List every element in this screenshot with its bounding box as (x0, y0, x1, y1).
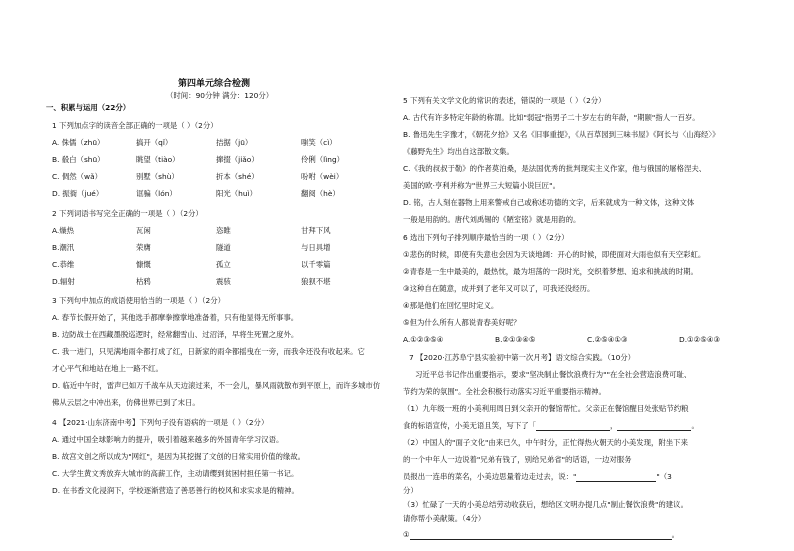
q2-option: 枯鸦 (136, 277, 151, 286)
question-5-line: C.《我的叔叔于勒》的作者莫泊桑，是法国优秀的批判现实主义作家，他与俄国的屠格涅夫、 (403, 164, 707, 173)
question-5-line: 一般是用韵的。唐代刘禹锡的《陋室铭》就是用韵的。 (403, 215, 581, 224)
q1-option: 撺掇（jiǎo） (216, 155, 259, 164)
question-3-line: C. 我一进门，只见满地雨伞都打成了红，日新家的雨伞都摇曳在一旁，而我伞还没有收起来。它 (52, 347, 365, 356)
q2-option: A.燥热 (52, 226, 75, 235)
question-7-line: 分） (403, 486, 418, 495)
question-4-line: D. 在书香文化浸润下，学校逐渐营造了善恶善行的校风和求实求是的精神。 (52, 486, 299, 495)
q1-option: 别墅（shù） (136, 172, 179, 181)
question-5-line: 美国的欧·亨利并称为"世界三大短篇小说巨匠"。 (403, 181, 560, 190)
question-7-line: 请你帮小美献策。（4分） (403, 514, 486, 523)
q6-option: C.②⑤④①③ (587, 335, 628, 344)
q2-option: 震骇 (216, 277, 231, 286)
q2-option: 隧道 (216, 243, 231, 252)
question-6-line: ④那是他们在回忆里时定义。 (403, 301, 499, 310)
q1-option: 诓骗（lón） (136, 189, 177, 198)
question-7-line: （2）中国人的"面子文化"由来已久，中午时分，正忙得热火朝天的小美发现，附坐下来 (403, 438, 688, 447)
question-5-line: D. 铭，古人刻在器物上用来警戒自己或称述功德的文字，后来就成为一种文体，这种文体 (403, 198, 695, 207)
question-7-line: （1）九年级一班的小美利用周日到父亲开的餐馆帮忙。父亲正在餐馆醒目处张贴节约粮 (403, 404, 689, 413)
q2-option: 甘拜下风 (301, 226, 331, 235)
q2-option: 狼狈不堪 (301, 277, 331, 286)
question-7-line (403, 472, 672, 482)
exam-title: 第四单元综合检测 (178, 79, 251, 89)
question-7-line: （3）忙碌了一天的小美总结劳动收获后，想给区文明办提几点"制止餐饮浪费"的建议。 (403, 500, 688, 509)
q6-option: B.②①③④⑤ (495, 335, 536, 344)
q6-option: A.①②③⑤④ (403, 335, 444, 344)
question-3-line: A. 春节长假开始了，其他选手都摩拳擦掌地准备着，只有他显得无所事事。 (52, 313, 299, 322)
q2-option: 荣膺 (136, 243, 151, 252)
question-7-line: 7 【2020·江苏阜宁县实验初中第一次月考】语文综合实践。（10分） (409, 353, 636, 362)
question-6-line: ②青春是一生中最美的，最热忱，最为坦荡的一段时光，交织着梦想、追求和挑战的时期。 (403, 267, 698, 276)
q2-option: 孤立 (216, 260, 231, 269)
q2-option: C.恭维 (52, 260, 75, 269)
question-7-line-text: 员报出一连串的菜名，小美边思量着边走过去，说：" (403, 472, 577, 481)
q2-option: 瓦闲 (136, 226, 151, 235)
question-7-line: 节约为荣的氛围"。全社会积极行动落实习近平重要指示精神。 (403, 387, 606, 396)
question-7-line-text: 食的标语宣传，小美无语且笑，写下了「 (403, 421, 537, 430)
q1-option: 拮据（jū） (216, 138, 253, 147)
line-end: 。 (691, 421, 699, 430)
q1-option: 嗤笑（cì） (301, 138, 337, 147)
question-3-line: B. 边防战士在西藏墨脱巡逻时，经常翻雪山、过沼泽，早将生死置之度外。 (52, 330, 299, 339)
question-7-line: 习近平总书记作出重要指示，要求"坚决制止餐饮浪费行为""在全社会营造浪费可耻、 (415, 370, 692, 379)
answer-blank[interactable] (576, 473, 656, 482)
q2-option: D.辐射 (52, 277, 75, 286)
question-3-line: 佛从云层之中冲出来，仿佛世界已到了末日。 (52, 398, 200, 407)
q2-option: B.潮汛 (52, 243, 75, 252)
question-2-stem: 2 下列词语书写完全正确的一项是（ ）（2分） (52, 209, 203, 218)
exam-subtitle: （时间：90分钟 满分：120分） (166, 91, 274, 100)
question-7-line: 的一个中年人一边说着"兄弟有钱了，别给兄弟省"的话语，一边对服务 (403, 455, 632, 464)
question-5-line: 《藤野先生》均出自这部散文集。 (403, 147, 514, 156)
q2-option: 以千零篇 (301, 260, 331, 269)
q2-option: 慷慨 (136, 260, 151, 269)
question-6-line: ⑤但为什么所有人都说青春美好呢？ (403, 318, 521, 327)
q1-option: 折本（shé） (216, 172, 259, 181)
q1-option: A. 侏儒（zhū） (52, 138, 105, 147)
question-5-line: A. 古代有许多特定年龄的称谓。比如"弱冠"指男子二十岁左右的年龄，"期颐"指人一百岁。 (403, 113, 700, 122)
answer-blank[interactable] (536, 422, 610, 431)
q1-option: 阳光（huì） (216, 189, 257, 198)
question-7-line: 食的标语宣传，小美无语且笑，写下了「 ， 。 (403, 421, 699, 430)
q1-option: D. 振衙（jué） (52, 189, 104, 198)
question-5-line: B. 鲁迅先生字豫才，《朝花夕拾》又名《旧事重提》，《从百草园到三味书屋》《阿长与〈山海经〉》 (403, 130, 720, 139)
question-4-line: 4 【2021·山东济南中考】下列句子没有语病的一项是（ ）（2分） (52, 418, 269, 427)
q1-option: 翻阅（hè） (301, 189, 340, 198)
question-6-line: ③这种自在随意，成并到了老年又可以了，可我还没经历。 (403, 284, 595, 293)
q6-option: D.①②⑤④③ (679, 335, 721, 344)
answer-line (403, 530, 679, 540)
q1-option: 吩咐（wèi） (301, 172, 344, 181)
q1-option: C. 倜然（wǎ） (52, 172, 102, 181)
line-tail: "（3 (656, 472, 672, 481)
question-3-line: 3 下列句中加点的成语使用恰当的一项是（ ）（2分） (52, 296, 225, 305)
answer-blank[interactable] (410, 531, 672, 540)
q2-option: 恣睢 (216, 226, 231, 235)
q1-option: 眺望（tiào） (136, 155, 180, 164)
line-end: 。 (671, 530, 680, 539)
section-heading: 一、积累与运用（22分） (46, 103, 131, 112)
question-5-line: 5 下列有关文学文化的常识的表述，错误的一项是（ ）（2分） (403, 96, 606, 105)
item-number: ① (403, 530, 410, 539)
q1-option: B. 殽白（shū） (52, 155, 105, 164)
question-4-line: C. 大学生黄文秀放弃大城市的高薪工作，主动请缨到贫困村担任第一书记。 (52, 469, 299, 478)
question-3-line: D. 临近中午时，雷声已如万千战车从天边滚过来，不一会儿，暴风雨就散布到平原上，而许多城市仿 (52, 381, 381, 390)
question-1-stem: 1 下列加点字的读音全部正确的一项是（ ）（2分） (52, 121, 218, 130)
question-3-line: 才心平气和地站在地上一路不红。 (52, 364, 163, 373)
question-6-line: ①悲伤的时候，即使有失意也会因为天谈地阔：开心的时候，即使面对大雨也似有天空彩虹。 (403, 250, 706, 259)
answer-blank[interactable] (617, 422, 691, 431)
q1-option: 伶俐（lìng） (301, 155, 345, 164)
q1-option: 搞开（qǐ） (136, 138, 173, 147)
question-4-line: A. 通过中国全球影响力的提升，吸引着越来越多的外国青年学习汉语。 (52, 435, 284, 444)
q2-option: 与日具增 (301, 243, 331, 252)
question-6-line: 6 选出下列句子排列顺序最恰当的一项（ ）（2分） (403, 233, 569, 242)
question-4-line: B. 故宫文创之所以成为"网红"，是因为其挖掘了文创的日常实用价值的缘故。 (52, 452, 306, 461)
